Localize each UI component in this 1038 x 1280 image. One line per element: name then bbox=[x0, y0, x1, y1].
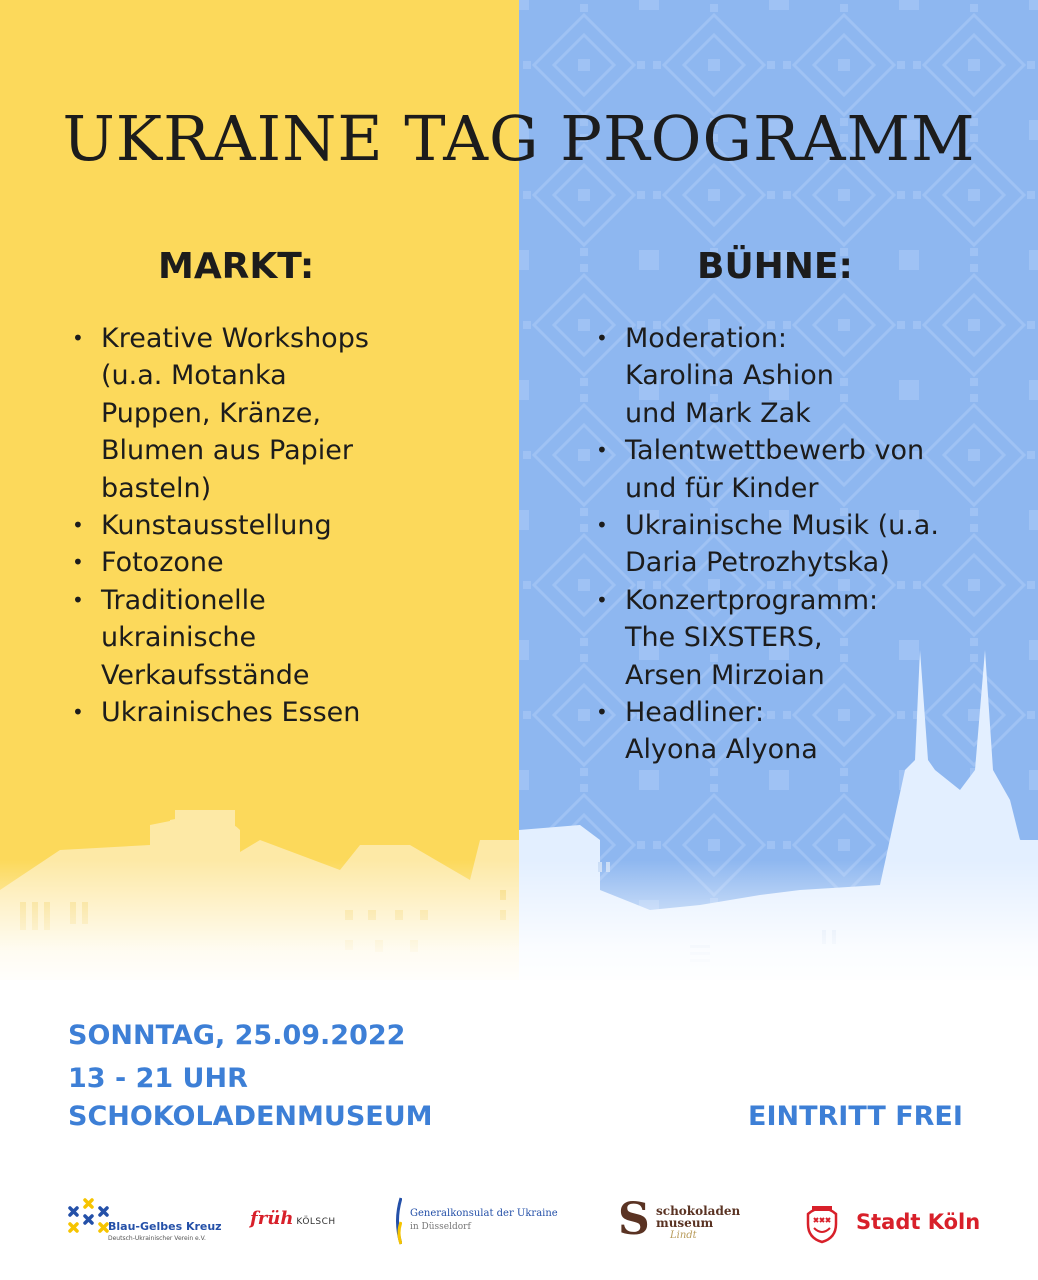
list-item bbox=[596, 432, 1026, 507]
bullet: • bbox=[596, 438, 608, 463]
bullet: • bbox=[72, 513, 84, 538]
list-item bbox=[72, 544, 502, 581]
bottom-fade bbox=[0, 860, 1038, 990]
logo-name: früh bbox=[250, 1208, 294, 1229]
bullet: • bbox=[596, 326, 608, 350]
bullet: • bbox=[596, 587, 608, 612]
list-item-text: Ukrainisches Essen bbox=[101, 697, 361, 729]
list-item bbox=[596, 694, 1026, 769]
list-item-text: Moderation: Karolina Ashion und Mark Zak bbox=[625, 323, 834, 429]
logo-name: Stadt Köln bbox=[856, 1210, 981, 1234]
list-item-text: Kunstausstellung bbox=[101, 510, 332, 542]
list-item bbox=[72, 694, 502, 731]
stadt-koeln-logo bbox=[800, 1200, 980, 1244]
logo-name: Generalkonsulat der Ukraine bbox=[410, 1208, 558, 1219]
list-item-text: Ukrainische Musik (u.a. Daria Petrozhytska) bbox=[625, 510, 939, 579]
list-item-text: Kreative Workshops (u.a. Motanka Puppen, Kränze, Blumen aus Papier basteln) bbox=[101, 323, 369, 504]
list-item-text: Fotozone bbox=[101, 547, 224, 579]
buehne-heading: BÜHNE: bbox=[697, 246, 853, 287]
buehne-list bbox=[596, 320, 1026, 769]
logo-name: Blau-Gelbes Kreuz bbox=[108, 1220, 222, 1233]
list-item bbox=[596, 582, 1026, 694]
markt-heading: MARKT: bbox=[158, 246, 315, 287]
event-date: SONNTAG, 25.09.2022 bbox=[68, 1020, 406, 1051]
poster-title: UKRAINE TAG PROGRAMM bbox=[62, 102, 976, 175]
list-item-text: Talentwettbewerb von und für Kinder bbox=[625, 435, 925, 504]
list-item-text: Headliner: Alyona Alyona bbox=[625, 697, 818, 766]
bullet: • bbox=[72, 700, 84, 725]
coat-of-arms-icon bbox=[800, 1200, 844, 1244]
bullet: • bbox=[596, 700, 608, 725]
logo-line: museum bbox=[656, 1216, 714, 1230]
blau-gelbes-kreuz-logo bbox=[64, 1190, 222, 1250]
list-item-text: Traditionelle ukrainische Verkaufsstände bbox=[101, 584, 310, 691]
logo-line: Lindt bbox=[670, 1230, 697, 1241]
event-time: 13 - 21 UHR bbox=[68, 1063, 248, 1094]
list-item bbox=[596, 320, 1026, 432]
schokoladenmuseum-logo bbox=[618, 1196, 758, 1248]
markt-list bbox=[72, 320, 502, 731]
ukraine-flag-icon bbox=[396, 1196, 402, 1246]
list-item bbox=[72, 507, 502, 544]
logo-line: schokoladen bbox=[656, 1204, 741, 1218]
event-location: SCHOKOLADENMUSEUM bbox=[68, 1101, 433, 1132]
logo-subtitle: Deutsch-Ukrainischer Verein e.V. bbox=[108, 1235, 206, 1242]
logo-subtitle: KÖLSCH bbox=[296, 1217, 336, 1227]
list-item bbox=[596, 507, 1026, 582]
free-entry-label: EINTRITT FREI bbox=[748, 1101, 963, 1132]
list-item-text: Konzertprogramm: The SIXSTERS, Arsen Mirzoian bbox=[625, 584, 879, 691]
list-item bbox=[72, 320, 502, 507]
generalkonsulat-logo bbox=[396, 1196, 576, 1246]
bullet: • bbox=[596, 513, 608, 538]
bullet: • bbox=[72, 326, 84, 350]
logo-subtitle: in Düsseldorf bbox=[410, 1222, 471, 1232]
logo-letter: S bbox=[618, 1194, 650, 1245]
list-item bbox=[72, 582, 502, 694]
bullet: • bbox=[72, 587, 84, 612]
bullet: • bbox=[72, 550, 84, 575]
frueh-koelsch-logo bbox=[250, 1208, 350, 1238]
